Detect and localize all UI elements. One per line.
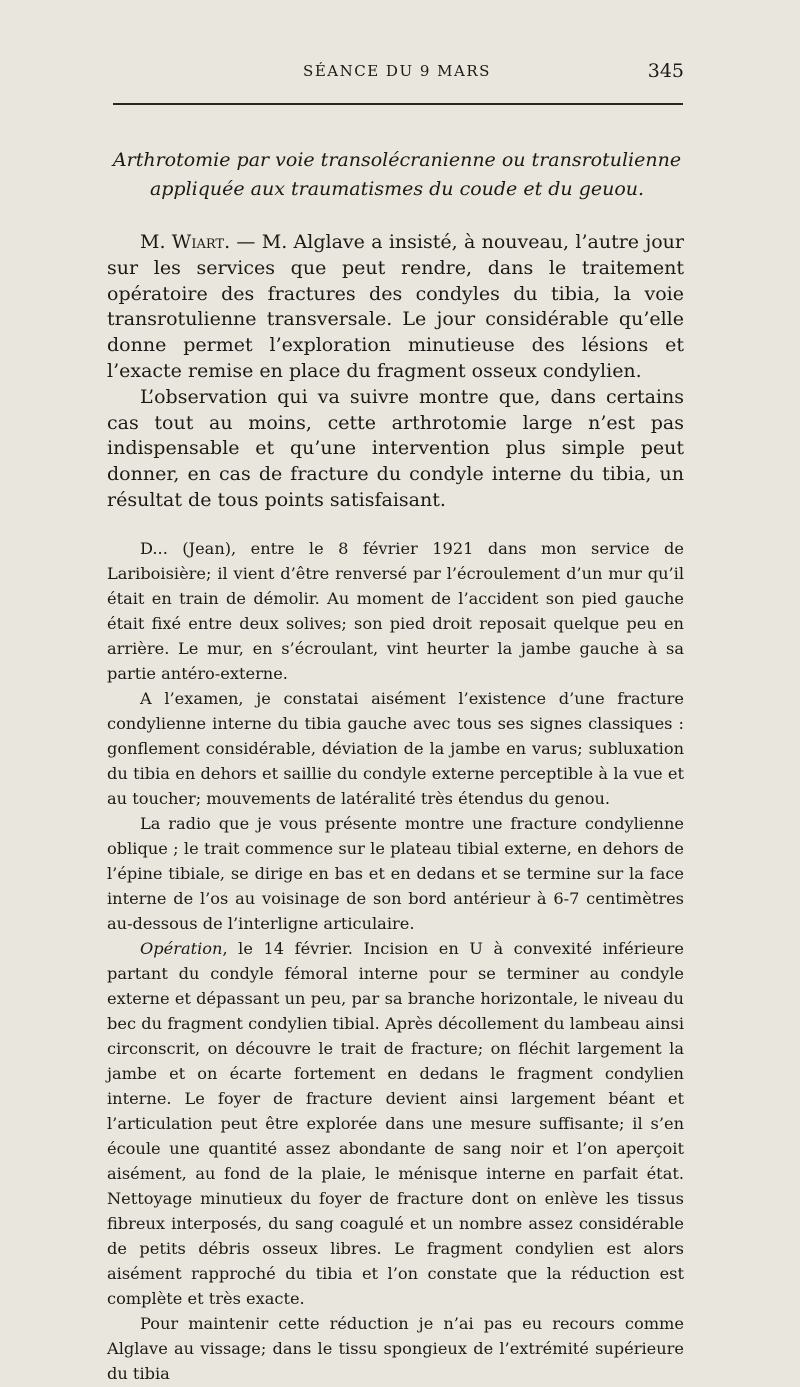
- observation-paragraph-1: D... (Jean), entre le 8 février 1921 dans mon service de Lariboisière; il vient d’être renversé par l’écroulement d’un mur qu’il était en train de démolir. Au moment de l’accident son pied gauche était fixé entre deux solives; son pied droit reposait quelque peu en arrière. Le mur, en s’écroulant, vint heurter la jambe gauche à sa partie antéro-externe.: [107, 539, 684, 683]
- observation-text: [107, 536, 684, 1386]
- intro-text: [107, 230, 684, 514]
- intro-paragraph-2: L’observation qui va suivre montre que, dans certains cas tout au moins, cette arthrotomie large n’est pas indispensable et qu’une intervention plus simple peut donner, en cas de fracture du condyle interne du tibia, un résultat de tous points satisfaisant.: [107, 385, 684, 511]
- article-title-line1: Arthrotomie par voie transolécranienne ou transrotulienne: [112, 149, 682, 171]
- article-title-line2: appliquée aux traumatismes du coude et du geuou.: [149, 178, 645, 200]
- observation-paragraph-4-text: , le 14 février. Incision en U à convexité inférieure partant du condyle fémoral interne pour se terminer au condyle externe et dépassant un peu, par sa branche horizontale, le niveau du bec du fragment condylien tibial. Après décollement du lambeau ainsi circonscrit, on découvre le trait de fracture; on fléchit largement la jambe et on écarte fortement en dedans le fragment condylien interne. Le foyer de fracture devient ainsi largement béant et l’articulation peut être explorée dans une mesure suffisante; il s’en écoule une quantité assez abondante de sang noir et l’on aperçoit aisément, au fond de la plaie, le ménisque interne en parfait état. Nettoyage minutieux du foyer de fracture dont on enlève les tissus fibreux interposés, du sang coagulé et un nombre assez considérable de petits débris osseux libres. Le fragment condylien est alors aisément rapproché du tibia et l’on constate que la réduction est complète et très exacte.: [107, 939, 684, 1308]
- intro-paragraph-1: [107, 230, 684, 385]
- observation-paragraph-4: [107, 936, 684, 1311]
- operation-label: Opération: [140, 939, 223, 958]
- running-header: [110, 60, 684, 90]
- page-number: 345: [647, 60, 684, 82]
- article-title: [100, 146, 694, 204]
- observation-paragraph-3: La radio que je vous présente montre une fracture condylienne oblique ; le trait commence sur le plateau tibial externe, en dehors de l’épine tibiale, se dirige en bas et en dedans et se termine sur la face interne de l’os au voisinage de son bord antérieur à 6-7 centimètres au-dessous de l’interligne articulaire.: [107, 814, 684, 933]
- running-title: SÉANCE DU 9 MARS: [303, 62, 491, 80]
- speaker-name: M. Wiart.: [140, 231, 231, 253]
- observation-paragraph-5: Pour maintenir cette réduction je n’ai pas eu recours comme Alglave au vissage; dans le tissu spongieux de l’extrémité supérieure du tibia: [107, 1314, 684, 1383]
- observation-paragraph-2: A l’examen, je constatai aisément l’existence d’une fracture condylienne interne du tibia gauche avec tous ses signes classiques : gonflement considérable, déviation de la jambe en varus; subluxation du tibia en dehors et saillie du condyle externe perceptible à la vue et au toucher; mouvements de latéralité très étendus du genou.: [107, 689, 684, 808]
- header-rule: [113, 103, 683, 105]
- intro-paragraph-1-text: — M. Alglave a insisté, à nouveau, l’autre jour sur les services que peut rendre, dans le traitement opératoire des fractures des condyles du tibia, la voie transrotulienne transversale. Le jour considérable qu’elle donne permet l’exploration minutieuse des lésions et l’exacte remise en place du fragment osseux condylien.: [107, 231, 684, 382]
